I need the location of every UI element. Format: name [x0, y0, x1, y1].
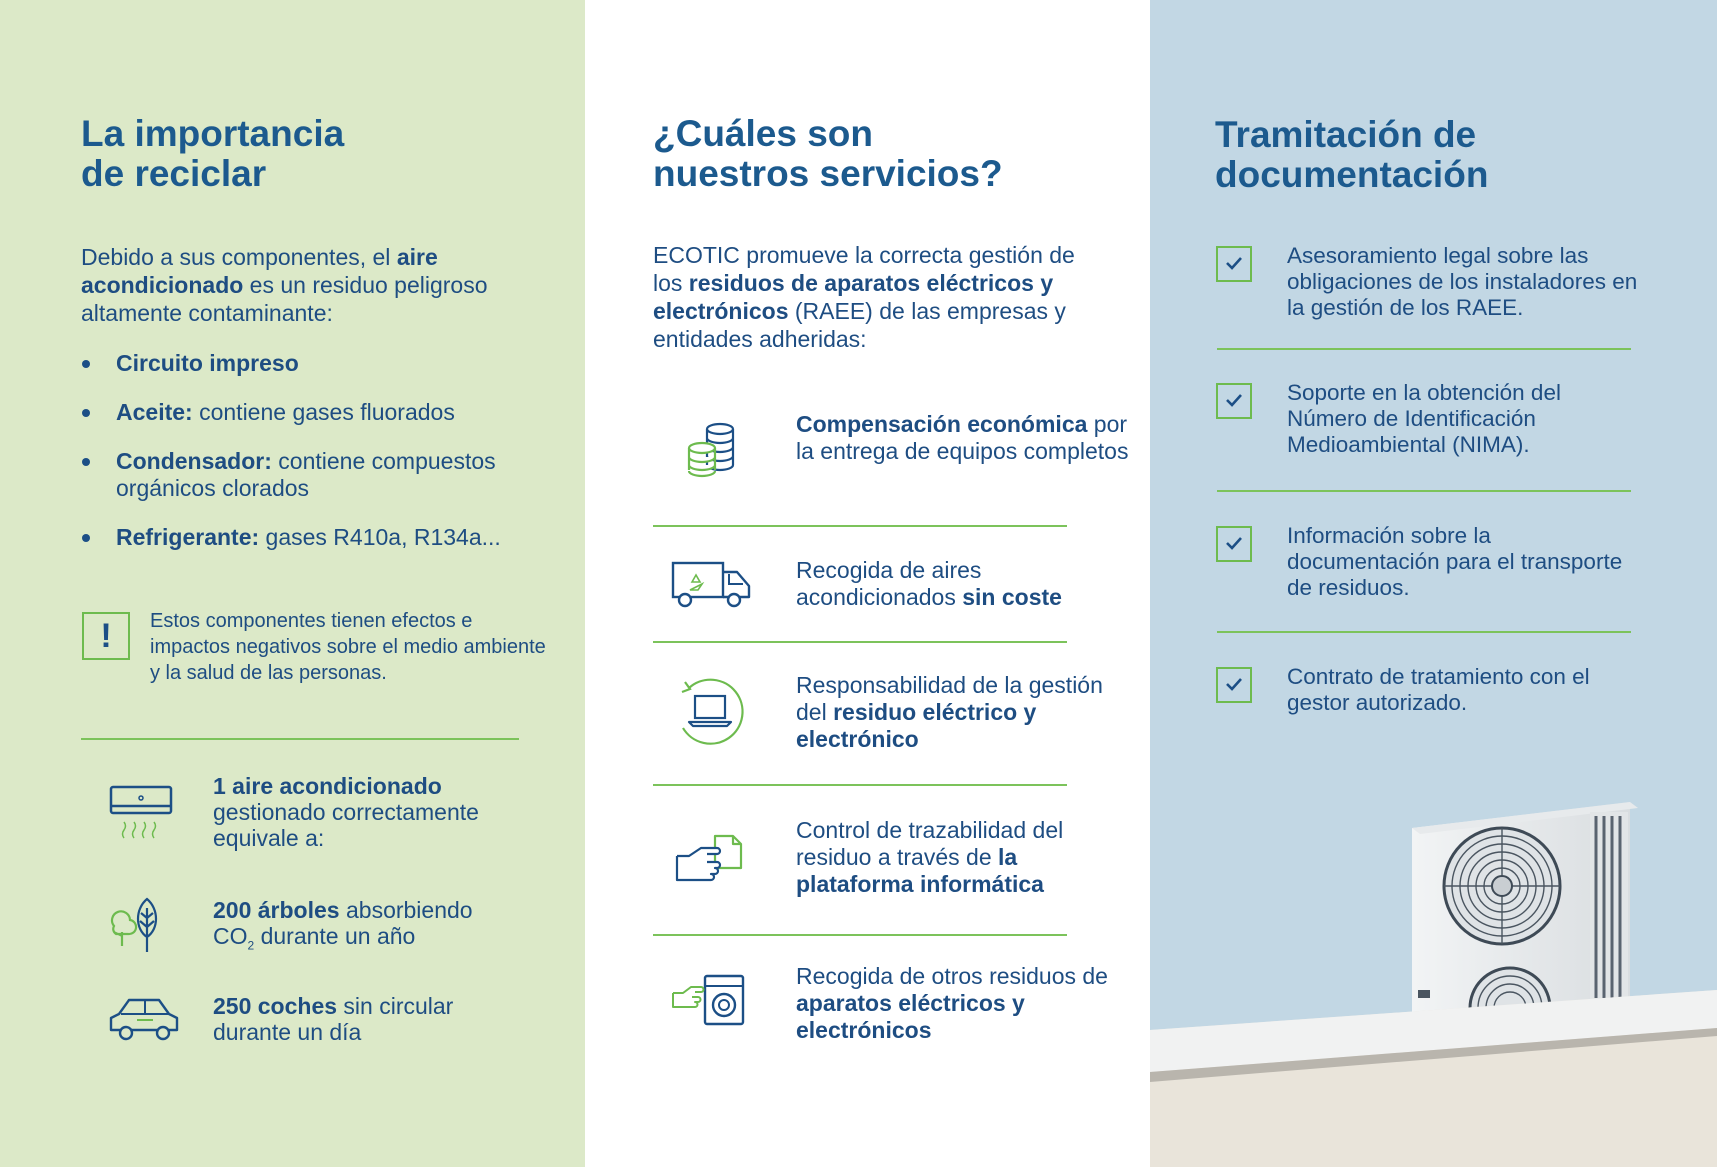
service-pickup-ac: Recogida de aires acondicionados sin coste: [796, 557, 1062, 610]
washing-machine-icon: [671, 973, 747, 1027]
recycling-importance-panel: [0, 0, 585, 1167]
recycling-title: La importancia de reciclar: [81, 113, 345, 194]
doc-item: Soporte en la obtención del Número de Identificación Medioambiental (NIMA).: [1287, 380, 1561, 457]
service-traceability: Control de trazabilidad del residuo a través de la plataforma informática: [796, 817, 1064, 897]
list-item: Condensador: contiene compuestos orgánicos clorados: [80, 448, 540, 502]
documentation-title: Tramitación de documentación: [1215, 114, 1489, 195]
stat-trees: 200 árboles absorbiendo $CO_2$ durante un año: [213, 897, 473, 953]
services-title: ¿Cuáles son nuestros servicios?: [653, 113, 1003, 194]
coins-icon: [686, 421, 740, 479]
doc-item: Información sobre la documentación para el transporte de residuos.: [1287, 523, 1623, 600]
checkbox-icon: [1216, 667, 1252, 703]
divider: [653, 784, 1067, 786]
service-responsibility: Responsabilidad de la gestión del residuo eléctrico y electrónico: [796, 672, 1103, 752]
air-conditioner-icon: [108, 784, 174, 840]
list-item: Circuito impreso: [80, 350, 540, 377]
service-other-pickup: Recogida de otros residuos de aparatos eléctricos y electrónicos: [796, 963, 1108, 1043]
recycling-intro: Debido a sus componentes, el aire acondicionado es un residuo peligroso altamente contaminante:: [81, 244, 488, 326]
checkbox-icon: [1216, 526, 1252, 562]
divider: [653, 934, 1067, 936]
truck-icon: [671, 560, 753, 610]
divider: [1217, 348, 1631, 350]
doc-item: Asesoramiento legal sobre las obligaciones de los instaladores en la gestión de los RAEE.: [1287, 243, 1638, 320]
documentation-panel: [1150, 0, 1717, 1167]
trees-icon: [104, 896, 166, 952]
doc-item: Contrato de tratamiento con el gestor autorizado.: [1287, 664, 1590, 715]
list-item: Refrigerante: gases R410a, R134a...: [80, 524, 540, 551]
services-intro: ECOTIC promueve la correcta gestión de los residuos de aparatos eléctricos y electrónicos (RAEE) de las empresas y entidades adheridas:: [653, 242, 1075, 352]
hand-document-icon: [675, 832, 747, 884]
laptop-recycle-icon: [675, 676, 745, 746]
warning-text: Estos componentes tienen efectos e impactos negativos sobre el medio ambiente y la salud de las personas.: [150, 610, 546, 684]
service-compensation: Compensación económica por la entrega de equipos completos: [796, 411, 1129, 464]
car-icon: [107, 996, 181, 1042]
checkbox-icon: [1216, 383, 1252, 419]
components-list: [80, 350, 540, 551]
divider: [81, 738, 519, 740]
stat-air-conditioner: 1 aire acondicionado gestionado correctamente equivale a:: [213, 773, 479, 851]
divider: [653, 525, 1067, 527]
services-panel: [585, 0, 1150, 1167]
stat-cars: 250 coches sin circular durante un día: [213, 993, 454, 1045]
list-item: Aceite: contiene gases fluorados: [80, 399, 540, 426]
divider: [653, 641, 1067, 643]
divider: [1217, 490, 1631, 492]
checkbox-icon: [1216, 246, 1252, 282]
divider: [1217, 631, 1631, 633]
outdoor-ac-unit-image: [1150, 790, 1717, 1167]
warning-icon: !: [82, 612, 130, 660]
